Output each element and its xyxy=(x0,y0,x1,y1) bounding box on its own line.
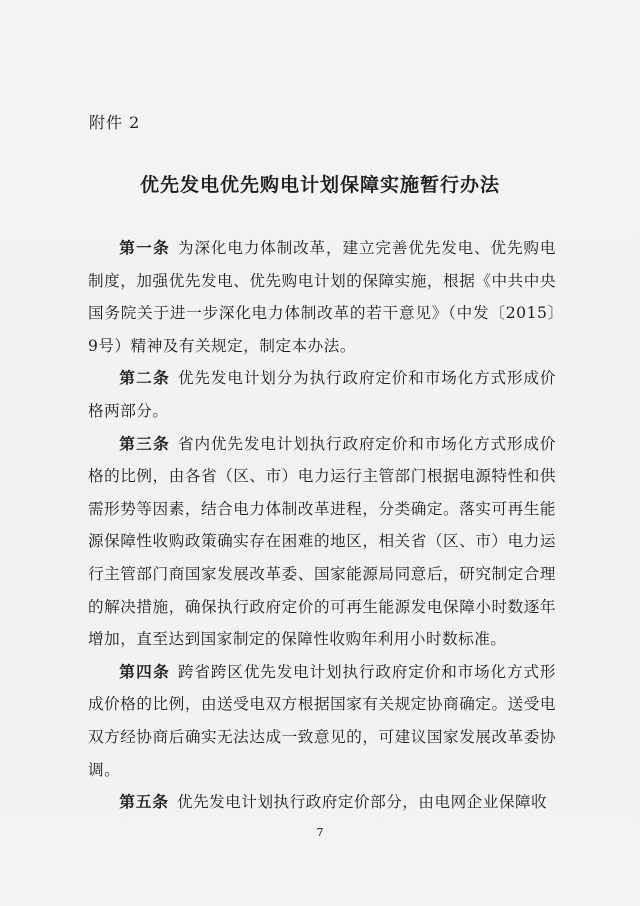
article-3 xyxy=(88,428,556,656)
article-2-heading: 第二条 xyxy=(119,368,171,388)
article-4-heading: 第四条 xyxy=(119,661,171,681)
document-title: 优先发电优先购电计划保障实施暂行办法 xyxy=(139,174,500,196)
article-4-text: 跨省跨区优先发电计划执行政府定价和市场化方式形成价格的比例，由送受电双方根据国家有关规定协商确定。送受电双方经协商后确实无法达成一致意见的，可建议国家发展改革委协调。 xyxy=(88,662,556,779)
article-3-text: 省内优先发电计划执行政府定价和市场化方式形成价格的比例，由各省（区、市）电力运行主管部门根据电源特性和供需形势等因素，结合电力体制改革进程，分类确定。落实可再生能源保障性收购政策确实存在困难的地区，相关省（区、市）电力运行主管部门商国家发展改革委、国家能源局同意后，研究制定合理的解决措施，确保执行政府定价的可再生能源发电保障小时数逐年增加，直至达到国家制定的保障性收购年利用小时数标准。 xyxy=(88,434,556,649)
article-4 xyxy=(88,656,556,786)
article-1-heading: 第一条 xyxy=(119,238,171,257)
article-3-heading: 第三条 xyxy=(119,433,171,453)
article-5-text: 优先发电计划执行政府定价部分，由电网企业保障收 xyxy=(176,793,548,812)
article-2-text: 优先发电计划分为执行政府定价和市场化方式形成价格两部分。 xyxy=(88,369,556,420)
article-5 xyxy=(88,786,556,819)
document-body xyxy=(88,232,556,819)
attachment-label: 附件 2 xyxy=(89,113,141,132)
article-1-text: 为深化电力体制改革，建立完善优先发电、优先购电制度，加强优先发电、优先购电计划的保障实施，根据《中共中央国务院关于进一步深化电力体制改革的若干意见》（中发〔2015〕9号）精神及有关规定，制定本办法。 xyxy=(88,239,556,355)
page-number: 7 xyxy=(316,826,324,839)
article-1 xyxy=(88,232,556,362)
article-5-heading: 第五条 xyxy=(119,792,169,812)
article-2 xyxy=(88,362,556,427)
